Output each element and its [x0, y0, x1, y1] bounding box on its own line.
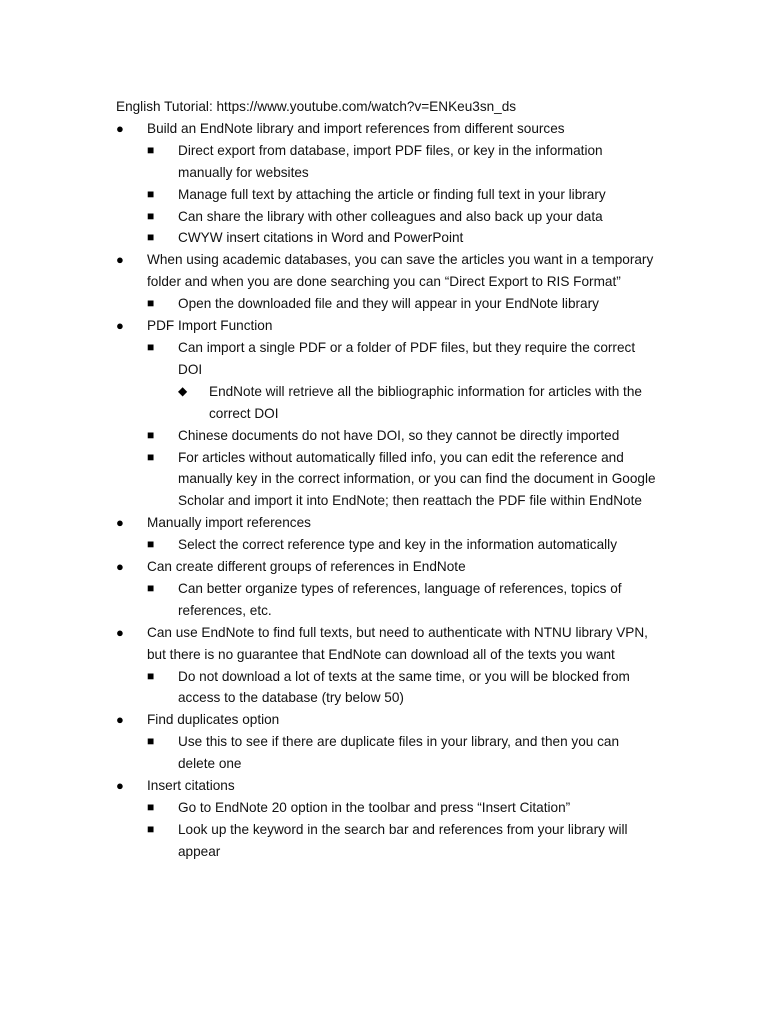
document-content	[116, 96, 656, 863]
list-item	[116, 556, 656, 578]
list-item	[116, 578, 656, 622]
list-item	[116, 206, 656, 228]
list-item-text: Go to EndNote 20 option in the toolbar and press “Insert Citation”	[178, 800, 571, 815]
round-bullet-icon: ●	[116, 778, 124, 794]
diamond-bullet-icon: ◆	[178, 383, 188, 398]
list-item-text: Insert citations	[147, 778, 235, 794]
list-item	[116, 534, 656, 556]
square-bullet-icon: ■	[147, 580, 155, 595]
list-item	[116, 797, 656, 819]
square-bullet-icon: ■	[147, 449, 155, 464]
list-item-text: CWYW insert citations in Word and PowerPoint	[178, 230, 464, 246]
list-item	[116, 731, 656, 775]
square-bullet-icon: ■	[147, 186, 155, 201]
square-bullet-icon: ■	[147, 800, 155, 814]
list-item-text: Can better organize types of references, language of references, topics of references, etc.	[178, 580, 622, 618]
round-bullet-icon: ●	[116, 624, 124, 640]
round-bullet-icon: ●	[116, 712, 124, 728]
list-item	[116, 666, 656, 710]
list-item	[116, 622, 656, 666]
list-item-text: Manage full text by attaching the article or finding full text in your library	[178, 186, 606, 202]
list-item-text: Manually import references	[147, 515, 311, 531]
square-bullet-icon: ■	[147, 821, 155, 836]
square-bullet-icon: ■	[147, 230, 155, 245]
round-bullet-icon: ●	[116, 559, 124, 575]
square-bullet-icon: ■	[147, 668, 155, 683]
list-item-text: PDF Import Function	[147, 318, 273, 334]
list-item	[116, 819, 656, 863]
round-bullet-icon: ●	[116, 252, 124, 268]
list-item	[116, 447, 656, 513]
square-bullet-icon: ■	[147, 427, 155, 442]
list-item-text: Can import a single PDF or a folder of PDF files, but they require the correct DOI	[178, 339, 636, 377]
list-item-text: Can share the library with other colleagues and also back up your data	[178, 208, 603, 224]
list-item-text: Look up the keyword in the search bar and references from your library will appear	[178, 821, 628, 859]
list-item-text: Use this to see if there are duplicate files in your library, and then you can delete one	[178, 734, 620, 772]
list-item-text: Chinese documents do not have DOI, so they cannot be directly imported	[178, 427, 620, 443]
list-item-text: For articles without automatically filled info, you can edit the reference and manually key in the correct information, or you can find the document in Google Scholar and import it into EndNote; then reattach the PDF file within EndNote	[178, 449, 656, 509]
square-bullet-icon: ■	[147, 339, 155, 354]
list-item	[116, 381, 656, 425]
list-item-text: Direct export from database, import PDF files, or key in the information manually for websites	[178, 142, 603, 180]
square-bullet-icon: ■	[147, 537, 155, 552]
list-item-text: EndNote will retrieve all the bibliographic information for articles with the correct DOI	[209, 383, 642, 421]
round-bullet-icon: ●	[116, 318, 124, 334]
list-item	[116, 293, 656, 315]
list-item-text: Can use EndNote to find full texts, but need to authenticate with NTNU library VPN, but there is no guarantee that EndNote can download all of the texts you want	[147, 624, 648, 662]
list-item-text: Build an EndNote library and import references from different sources	[147, 120, 565, 136]
round-bullet-icon: ●	[116, 515, 124, 531]
list-item	[116, 140, 656, 184]
square-bullet-icon: ■	[147, 142, 155, 157]
square-bullet-icon: ■	[147, 734, 155, 749]
list-item	[116, 337, 656, 381]
list-item	[116, 249, 656, 293]
list-item	[116, 227, 656, 249]
list-item	[116, 512, 656, 534]
square-bullet-icon: ■	[147, 208, 155, 223]
list-item	[116, 425, 656, 447]
list-item-text: Find duplicates option	[147, 712, 280, 728]
list-item-text: When using academic databases, you can save the articles you want in a temporary folder and when you are done searching you can “Direct Export to RIS Format”	[147, 252, 654, 290]
list-item-text: Select the correct reference type and key in the information automatically	[178, 537, 618, 553]
list-item	[116, 118, 656, 140]
round-bullet-icon: ●	[116, 120, 124, 136]
list-item	[116, 775, 656, 797]
list-item-text: Do not download a lot of texts at the same time, or you will be blocked from access to the database (try below 50)	[178, 668, 630, 706]
list-item	[116, 315, 656, 337]
list-item-text: Open the downloaded file and they will appear in your EndNote library	[178, 296, 599, 312]
list-item-text: Can create different groups of references in EndNote	[147, 559, 466, 575]
tutorial-link-line[interactable]: English Tutorial: https://www.youtube.com/watch?v=ENKeu3sn_ds	[116, 99, 517, 114]
square-bullet-icon: ■	[147, 296, 155, 311]
list-item	[116, 184, 656, 206]
list-item	[116, 709, 656, 731]
